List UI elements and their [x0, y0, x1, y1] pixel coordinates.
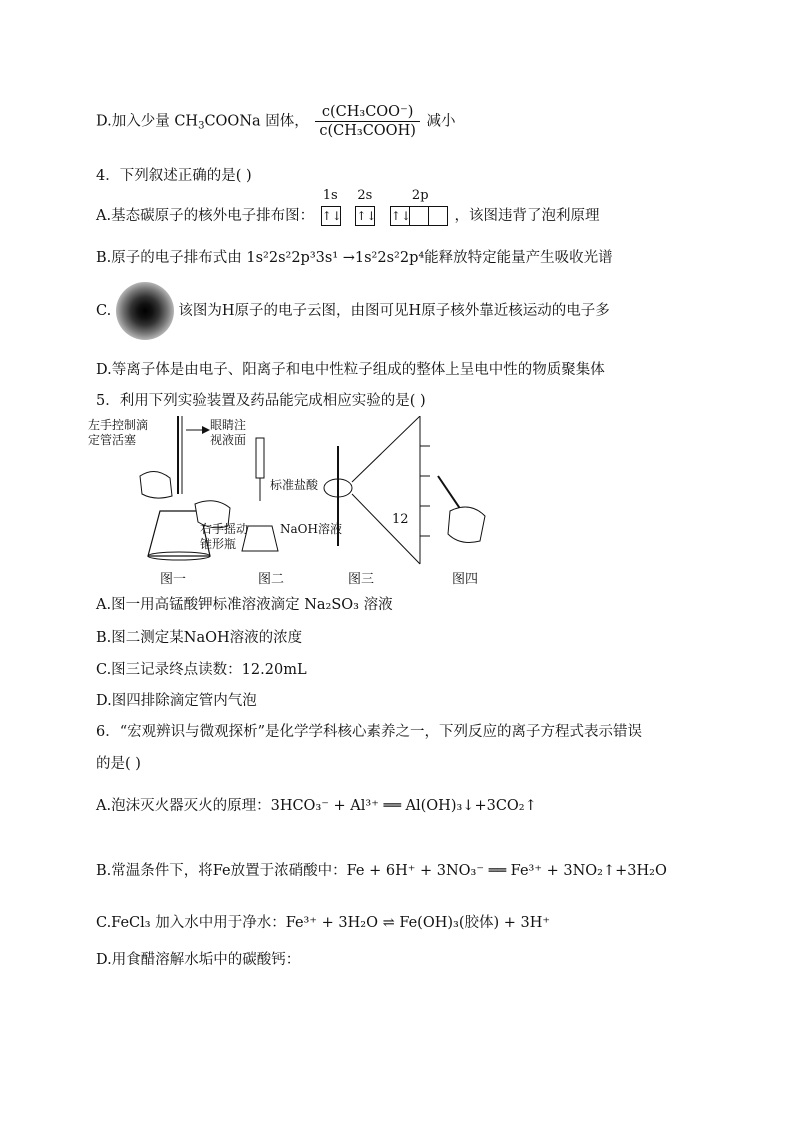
caption-fig4: 图四: [452, 572, 479, 587]
q3-option-d: D.加入少量 $CH_3COONa$ 固体， $\frac{\text{c(CH₃COO⁻)}}{\text{c(CH₃COOH)}}$ 减小: [96, 104, 456, 139]
caption-fig1: 图一: [160, 572, 187, 587]
q5-figure: [88, 416, 500, 590]
apparatus-illustration: [120, 416, 500, 586]
orbital-1s: 1s ↑↓: [321, 206, 341, 226]
q6-option-d: D.用食醋溶解水垢中的碳酸钙：: [96, 952, 301, 968]
q3-d-text: D.加入少量 CH: [96, 113, 199, 130]
q6-stem-line1: 6．“宏观辨识与微观探析”是化学学科核心素养之一，下列反应的离子方程式表示错误: [96, 724, 643, 740]
concentration-fraction: [315, 104, 420, 139]
equation-b: Fe + 6H⁺ + 3NO₃⁻ ══ Fe³⁺ + 3NO₂↑+3H₂O: [346, 863, 667, 879]
q6-option-c: C.FeCl₃ 加入水中用于净水：Fe³⁺ + 3H₂O ⇌ Fe(OH)₃(胶体) + 3H⁺: [96, 915, 551, 931]
fraction-denominator: c(CH₃COOH): [319, 123, 416, 139]
label-naoh: NaOH溶液: [280, 522, 342, 536]
q5-option-d: D.图四排除滴定管内气泡: [96, 693, 257, 709]
q6-stem-line2: 的是( ): [96, 756, 141, 772]
q6-option-a: A.泡沫灭火器灭火的原理：3HCO₃⁻ + Al³⁺ ══ Al(OH)₃↓+3CO₂↑: [96, 798, 537, 814]
orbital-2s: 2s ↑↓: [355, 206, 375, 226]
q4-stem: 4．下列叙述正确的是( ): [96, 168, 252, 184]
equation-a: 3HCO₃⁻ + Al³⁺ ══ Al(OH)₃↓+3CO₂↑: [270, 798, 537, 814]
electron-cloud-image: [116, 282, 174, 340]
label-reading: 12: [392, 512, 409, 527]
q4-option-c: C. 该图为H原子的电子云图，由图可见H原子核外靠近核运动的电子多: [96, 282, 610, 340]
orbital-2p: 2p ↑↓: [390, 206, 448, 226]
label-hcl: 标准盐酸: [270, 478, 319, 492]
q5-option-a: A.图一用高锰酸钾标准溶液滴定 Na₂SO₃ 溶液: [96, 597, 393, 613]
caption-fig3: 图三: [348, 572, 375, 587]
caption-fig2: 图二: [258, 572, 285, 587]
q4-option-b: B.原子的电子排布式由 1s²2s²2p³3s¹ →1s²2s²2p⁴能释放特定能量产生吸收光谱: [96, 250, 613, 266]
q5-stem: 5．利用下列实验装置及药品能完成相应实验的是( ): [96, 393, 426, 409]
q5-option-b: B.图二测定某NaOH溶液的浓度: [96, 630, 303, 646]
fraction-numerator: c(CH₃COO⁻): [315, 104, 420, 122]
q4-option-a: A.基态碳原子的核外电子排布图： 1s ↑↓ 2s ↑↓ 2p ↑↓ ，该图违背了泡利原理: [96, 188, 600, 224]
label-left-hand: 左手控制滴定管活塞: [88, 418, 149, 447]
q5-option-c: C.图三记录终点读数：12.20mL: [96, 662, 307, 678]
q4-option-d: D.等离子体是由电子、阳离子和电中性粒子组成的整体上呈电中性的物质聚集体: [96, 362, 605, 378]
q6-option-b: B.常温条件下，将Fe放置于浓硝酸中：Fe + 6H⁺ + 3NO₃⁻ ══ Fe³⁺ + 3NO₂↑+3H₂O: [96, 863, 667, 879]
label-eyes: 眼睛注视液面: [210, 418, 247, 447]
equation-c: Fe³⁺ + 3H₂O ⇌ Fe(OH)₃(胶体) + 3H⁺: [285, 915, 551, 931]
label-right-hand: 右手摇动锥形瓶: [200, 522, 249, 551]
